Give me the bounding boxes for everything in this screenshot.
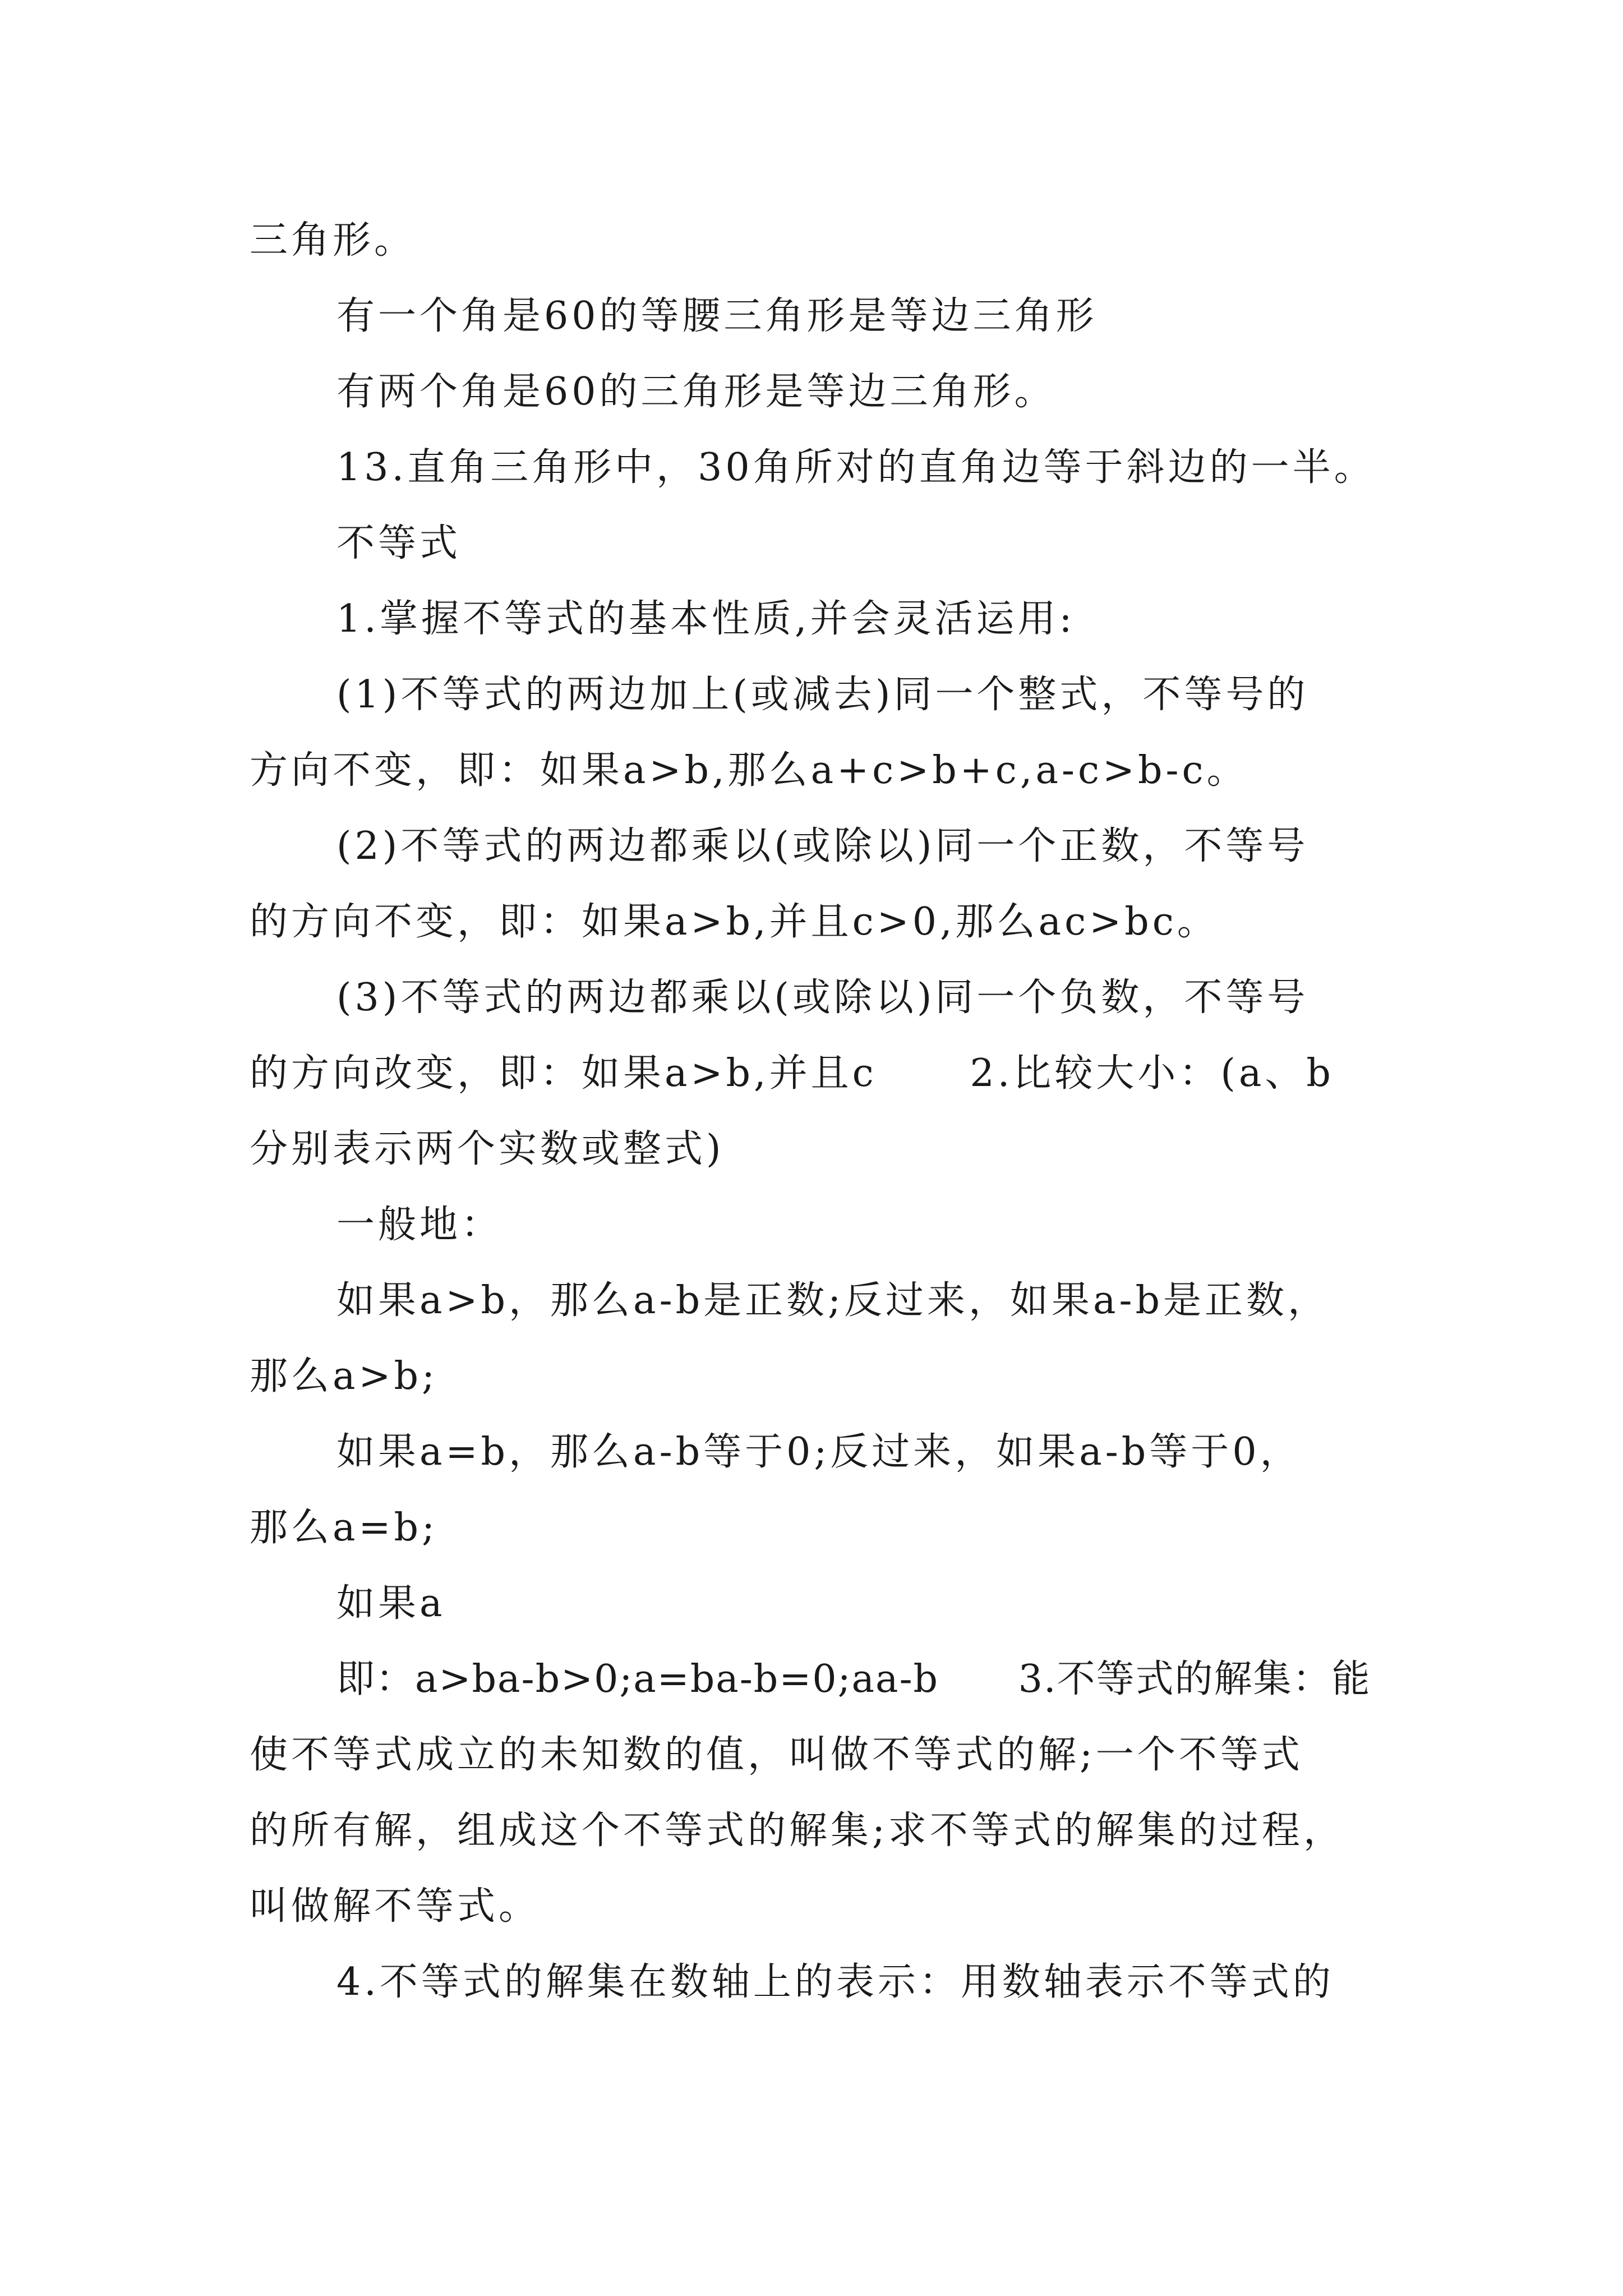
text-line: 的方向不变，即：如果a>b,并且c>0,那么ac>bc。	[250, 900, 1219, 944]
text-line: 分别表示两个实数或整式)	[250, 1127, 725, 1171]
text-line: (3)不等式的两边都乘以(或除以)同一个负数，不等号	[336, 976, 1309, 1020]
text-line: 的方向改变，即：如果a>b,并且c 2.比较大小：(a、b	[250, 1051, 1334, 1096]
text-line: 有两个角是60的三角形是等边三角形。	[336, 370, 1056, 414]
text-line: 如果a	[336, 1581, 446, 1626]
text-line: 的所有解，组成这个不等式的解集;求不等式的解集的过程，	[250, 1809, 1345, 1853]
text-line: 有一个角是60的等腰三角形是等边三角形	[336, 294, 1098, 338]
text-line: 三角形。	[250, 218, 416, 263]
text-line: 使不等式成立的未知数的值，叫做不等式的解;一个不等式	[250, 1733, 1303, 1777]
text-line: 即：a>ba-b>0;a=ba-b=0;aa-b 3.不等式的解集：能	[336, 1657, 1371, 1701]
section-heading: 不等式	[336, 521, 462, 565]
text-line: 那么a=b;	[250, 1506, 438, 1550]
text-line: (2)不等式的两边都乘以(或除以)同一个正数，不等号	[336, 824, 1309, 868]
text-line: 13.直角三角形中，30角所对的直角边等于斜边的一半。	[336, 445, 1376, 490]
text-line: 那么a>b;	[250, 1354, 438, 1398]
text-line: 如果a=b，那么a-b等于0;反过来，如果a-b等于0，	[336, 1430, 1302, 1474]
text-line: 一般地：	[336, 1203, 503, 1247]
text-line: 4.不等式的解集在数轴上的表示：用数轴表示不等式的	[336, 1960, 1334, 2004]
text-line: (1)不等式的两边加上(或减去)同一个整式，不等号的	[336, 673, 1309, 717]
text-line: 方向不变，即：如果a>b,那么a+c>b+c,a-c>b-c。	[250, 748, 1248, 793]
text-line: 叫做解不等式。	[250, 1884, 541, 1929]
text-line: 1.掌握不等式的基本性质,并会灵活运用:	[336, 597, 1076, 641]
text-line: 如果a>b，那么a-b是正数;反过来，如果a-b是正数，	[336, 1278, 1330, 1323]
